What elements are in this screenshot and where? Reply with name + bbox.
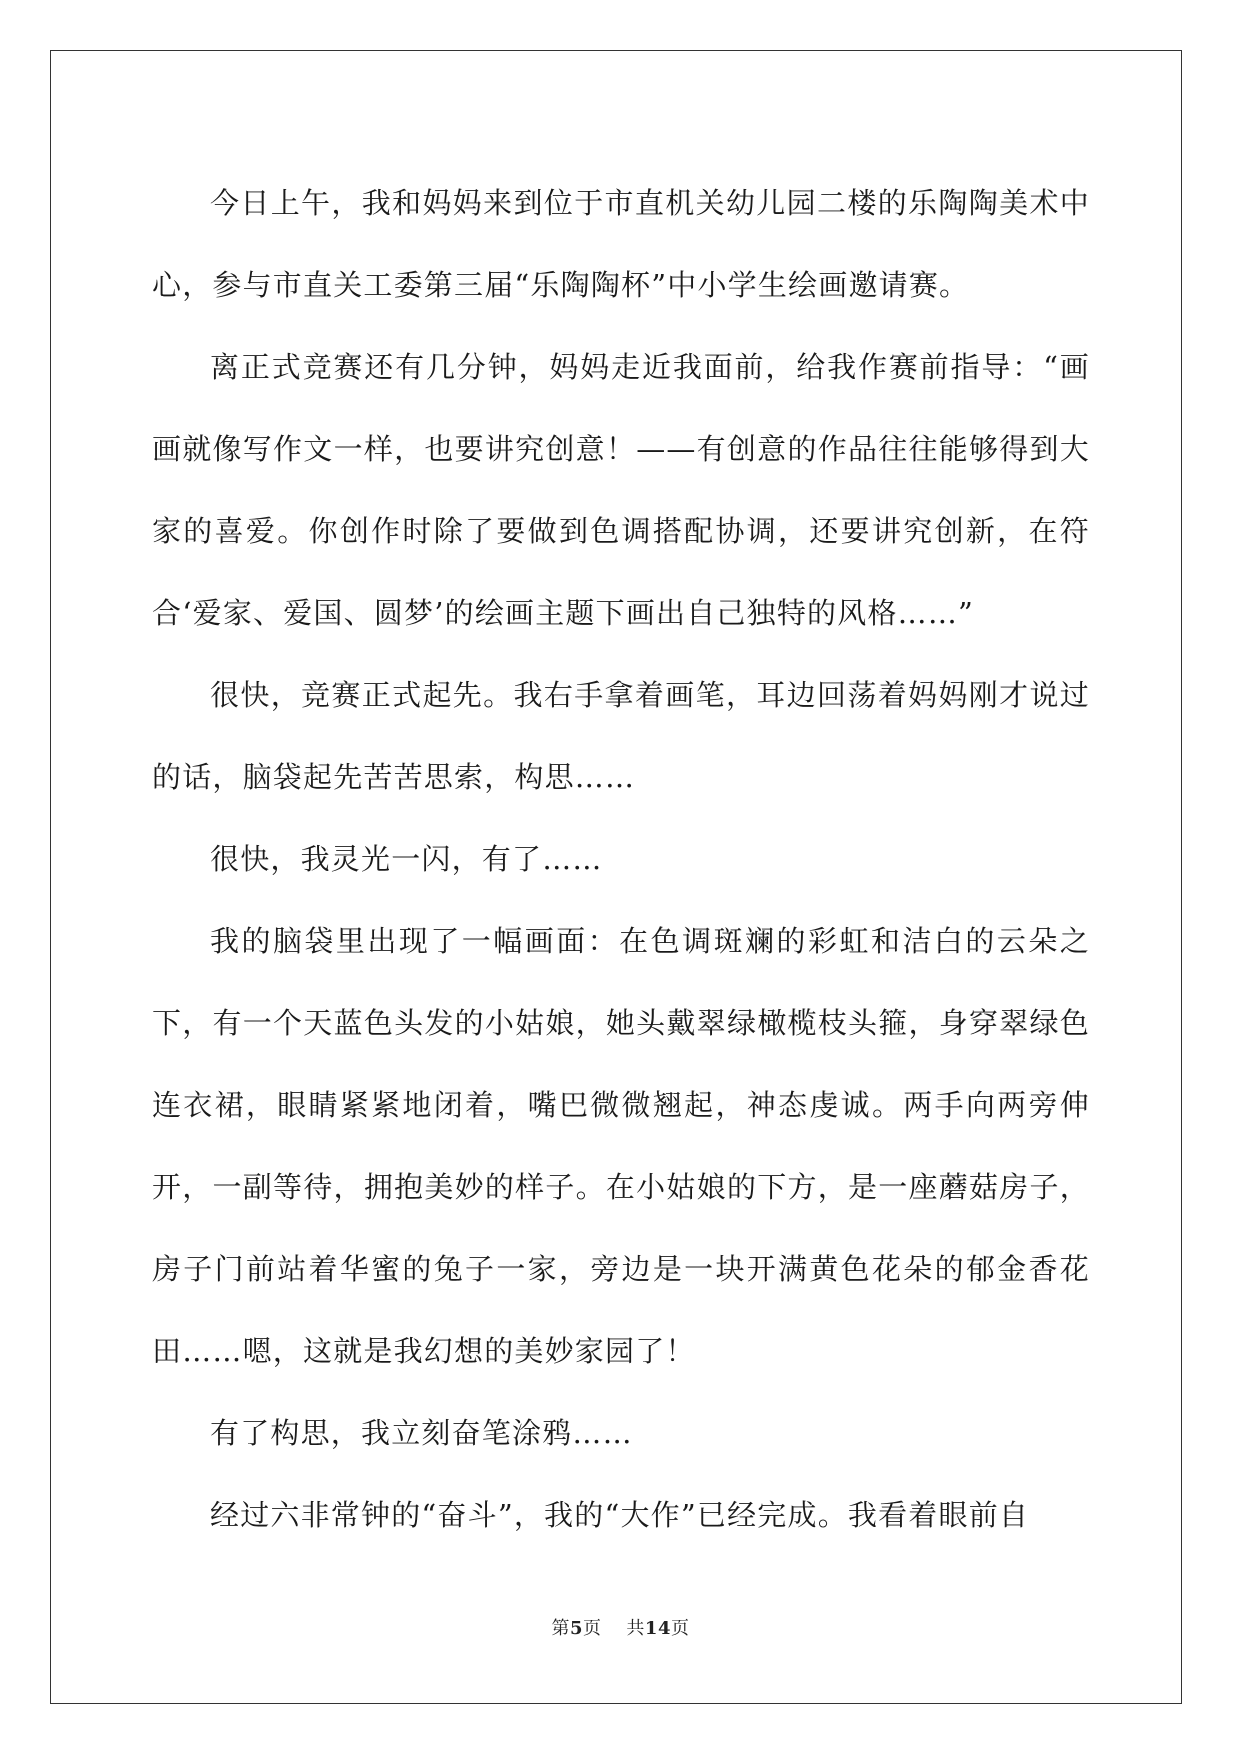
paragraph-4: 很快，我灵光一闪，有了…… [210, 842, 603, 876]
footer-page-suffix: 页 [583, 1618, 602, 1639]
paragraph-1: 今日上午，我和妈妈来到位于市直机关幼儿园二楼的乐陶陶美术中心，参与市直关工委第三届“乐陶陶杯”中小学生绘画邀请赛。 [152, 186, 1090, 302]
page-footer [0, 1614, 1241, 1640]
paragraph-3: 很快，竞赛正式起先。我右手拿着画笔，耳边回荡着妈妈刚才说过的话，脑袋起先苦苦思索，构思…… [152, 678, 1090, 794]
footer-total-prefix: 共 [626, 1618, 645, 1639]
paragraph-7: 经过六非常钟的“奋斗”，我的“大作”已经完成。我看着眼前自 [210, 1498, 1030, 1532]
paragraph-5: 我的脑袋里出现了一幅画面：在色调斑斓的彩虹和洁白的云朵之下，有一个天蓝色头发的小姑娘，她头戴翠绿橄榄枝头箍，身穿翠绿色连衣裙，眼睛紧紧地闭着，嘴巴微微翘起，神态虔诚。两手向两旁伸开，一副等待，拥抱美妙的样子。在小姑娘的下方，是一座蘑菇房子，房子门前站着华蜜的兔子一家，旁边是一块开满黄色花朵的郁金香花田……嗯，这就是我幻想的美妙家园了！ [152, 924, 1090, 1368]
paragraph-6: 有了构思，我立刻奋笔涂鸦…… [210, 1416, 633, 1450]
document-body [152, 162, 1090, 1556]
footer-total-pages: 14 [644, 1618, 671, 1639]
footer-page-prefix: 第 [551, 1618, 570, 1639]
footer-page-number: 5 [570, 1618, 584, 1639]
paragraph-2: 离正式竞赛还有几分钟，妈妈走近我面前，给我作赛前指导：“画画就像写作文一样，也要讲究创意！——有创意的作品往往能够得到大家的喜爱。你创作时除了要做到色调搭配协调，还要讲究创新，在符合‘爱家、爱国、圆梦’的绘画主题下画出自己独特的风格……” [152, 350, 1090, 630]
footer-total-suffix: 页 [670, 1618, 690, 1639]
